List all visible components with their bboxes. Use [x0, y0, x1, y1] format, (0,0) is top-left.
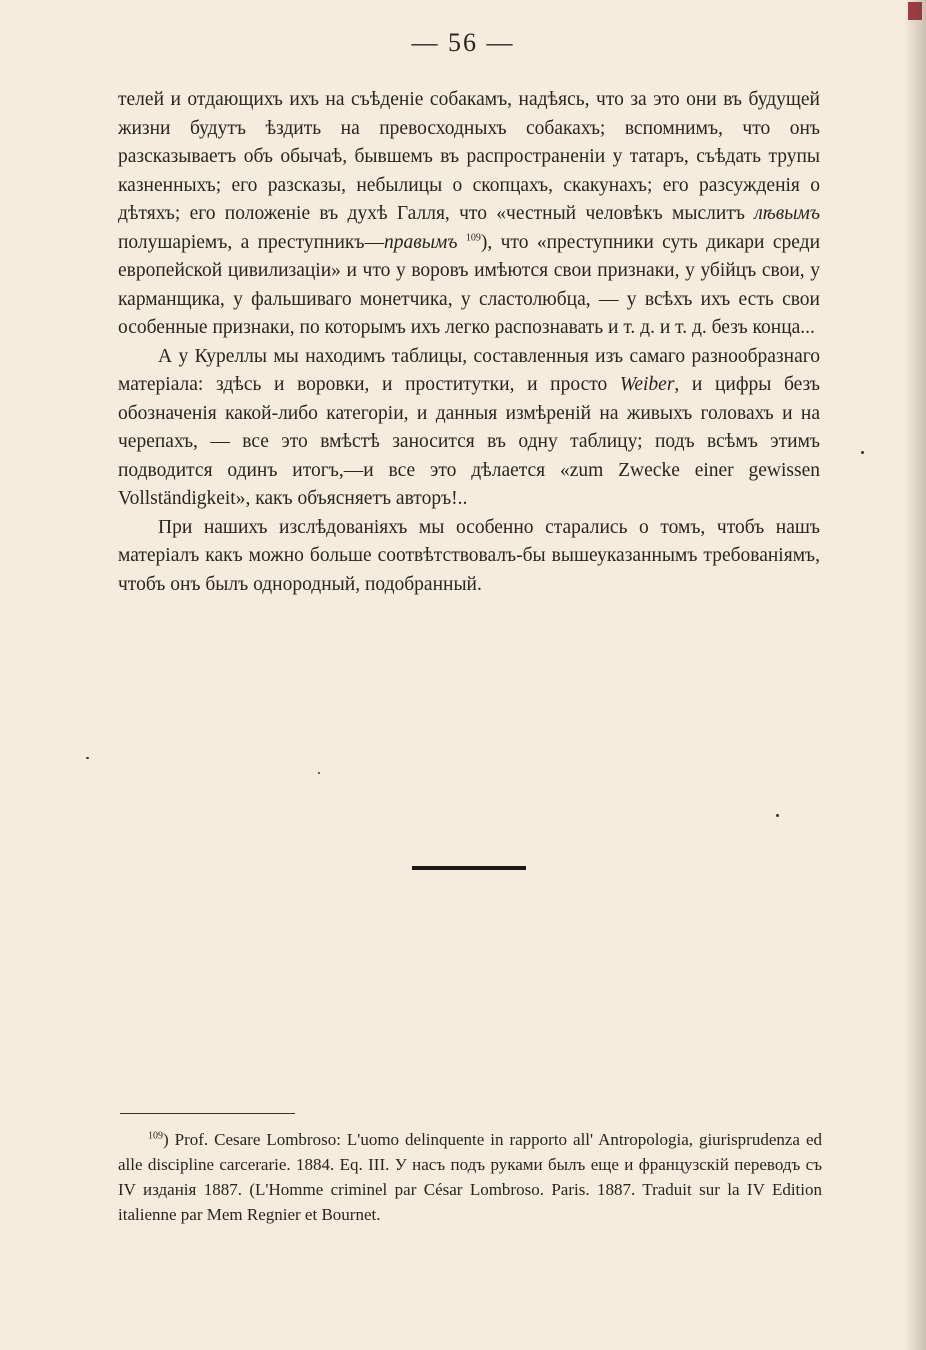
paragraph-1-middle: полушаріемъ, а преступникъ— [118, 231, 384, 253]
paragraph-1-italic-right: правымъ [383, 231, 458, 253]
paper-speck [86, 757, 89, 759]
footnote-text: ) Prof. Cesare Lombroso: L'uomo delinquente in rapporto all' Antropologia, giurisprudenza ed alle discipline carcerarie. 1884. Eq. III. У насъ подъ руками былъ еще и французскій переводъ съ IV изданія 1887. (L'Homme criminel par César Lombroso. Paris. 1887. Traduit sur la IV Edition italienne par Mem Regnier et Bournet. [118, 1130, 822, 1224]
footnote-reference: 109 [465, 232, 481, 243]
footnote [118, 1127, 822, 1227]
paragraph-1 [118, 86, 820, 343]
section-divider [412, 866, 526, 870]
paper-speck [776, 814, 779, 817]
paragraph-2-text-b: , и цифры безъ обозначенія какой-либо категоріи, и данныя измѣреній на живыхъ головахъ и на черепахъ, — все это вмѣстѣ заносится въ одну таблицу; подъ всѣмъ этимъ подводится одинъ итогъ,—и все это дѣлается «zum Zwecke einer gewissen Vollständigkeit», какъ объясняетъ авторъ!.. [118, 374, 821, 509]
paragraph-2-italic: Weiber [619, 374, 675, 395]
paragraph-1-italic-left: лѣвымъ [754, 203, 820, 224]
footnote-divider [120, 1113, 295, 1114]
paper-speck [318, 772, 320, 774]
paragraph-2-text-a: А у Куреллы мы находимъ таблицы, составленныя изъ самаго разнообразнаго матеріала: здѣсь и воровки, и проститутки, и просто [118, 345, 820, 395]
paragraph-1-tail: ), что «преступники суть дикари среди европейской цивилизаціи» и что у воровъ имѣются свои признаки, у убійцъ свои, у карманщика, у фальшиваго монетчика, у сластолюбца, — у всѣхъ ихъ есть свои особенные признаки, по которымъ ихъ легко распознавать и т. д. и т. д. безъ конца... [118, 231, 821, 338]
paragraph-2 [118, 343, 820, 514]
paper-speck [861, 451, 864, 454]
footnote-marker: 109 [148, 1130, 163, 1142]
page-number: — 56 — [411, 28, 515, 57]
page-edge-shadow [904, 0, 926, 1350]
main-text [118, 86, 820, 599]
paragraph-1-text: телей и отдающихъ ихъ на съѣденіе собакамъ, надѣясь, что за это они въ будущей жизни будутъ ѣздить на превосходныхъ собакахъ; вспомнимъ, что онъ разсказываетъ объ обычаѣ, бывшемъ въ распространеніи у татаръ, съѣдать трупы казненныхъ; его разсказы, небылицы о скопцахъ, скакунахъ; его разсужденія о дѣтяхъ; его положеніе въ духѣ Галля, что «честный человѣкъ мыслитъ [118, 89, 820, 224]
paragraph-3: При нашихъ изслѣдованіяхъ мы особенно старались о томъ, чтобъ нашъ матеріалъ какъ можно больше соотвѣтствовалъ-бы вышеуказаннымъ требованіямъ, чтобъ онъ былъ однородный, подобранный. [118, 516, 820, 595]
